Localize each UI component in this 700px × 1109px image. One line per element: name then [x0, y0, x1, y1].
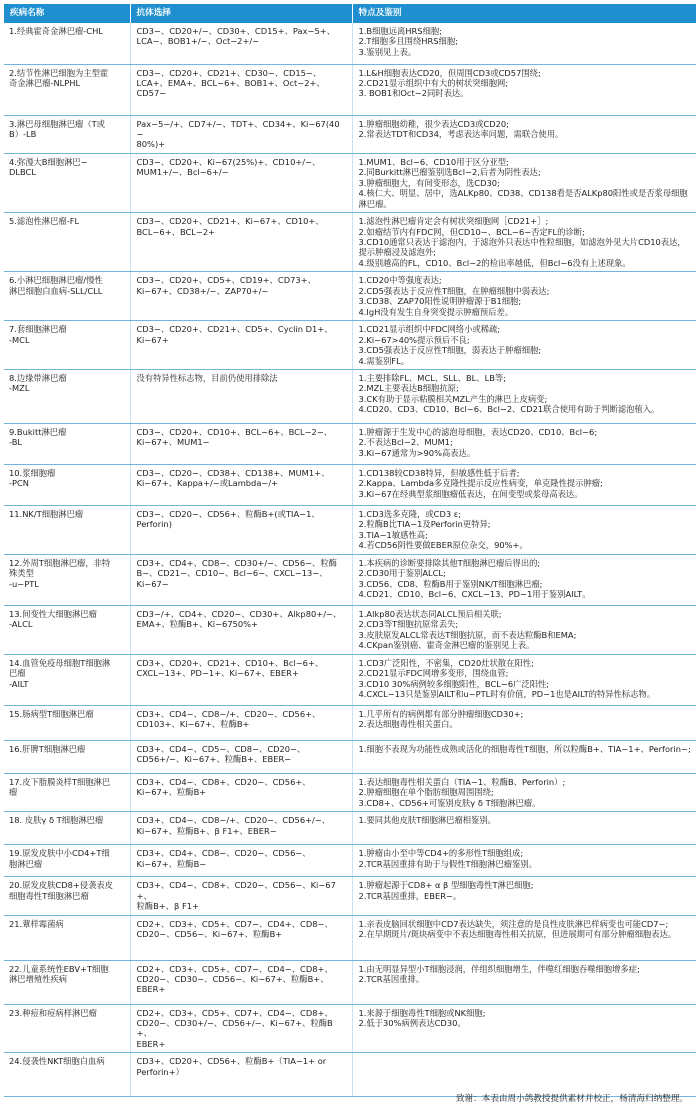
antibody-cell — [130, 424, 352, 465]
cell-line: Ki−67− — [136, 578, 169, 589]
cell-line: 2.CD21显示组织中有大的树状突细胞网; — [358, 77, 509, 88]
cell-line: 胞淋巴瘤 — [9, 858, 43, 869]
header-features-differentiation: 特点及鉴别 — [352, 4, 696, 23]
cell-line: 2.表达细胞毒性相关蛋白。 — [358, 719, 458, 730]
cell-line: 2.肿瘤细胞在单个脂肪细胞周围围绕; — [358, 787, 494, 798]
cell-line: 1.要同其他皮肤T细胞淋巴瘤相鉴别。 — [358, 815, 496, 826]
features-cell — [352, 506, 696, 555]
cell-line: 3.CD56、CD8、粒酶B用于鉴别NK/T细胞淋巴瘤; — [358, 578, 543, 589]
cell-line: 3.CD10 30%病例较多细胞阳性，BCL−6广泛阳性; — [358, 678, 550, 689]
cell-line: Pax−5−/+、CD7+/−、TDT+、CD34+、Ki−67(40− — [136, 118, 340, 139]
disease-name-cell — [4, 465, 130, 506]
cell-line: CD3−、CD20+、CD10+、BCL−6+、BCL−2−、 — [136, 427, 333, 438]
antibody-cell — [130, 705, 352, 740]
cell-line: 2.结节性淋巴细胞为主型霍 — [9, 67, 109, 78]
cell-line: 10.浆细胞瘤 — [9, 468, 56, 479]
table-header-row — [4, 4, 696, 23]
cell-line: 3.淋巴母细胞淋巴瘤（T或 — [9, 118, 105, 129]
cell-line: 2.常表达TDT和CD34，考虑表达率问题，需联合使用。 — [358, 128, 564, 139]
cell-line: 3.CD38、ZAP70阳性说明肿瘤源于B1细胞; — [358, 296, 522, 307]
cell-line: 淋巴增殖性疾病 — [9, 974, 68, 984]
cell-line: Ki−67+、粒酶B+ — [136, 787, 207, 798]
disease-name-cell — [4, 424, 130, 465]
cell-line: 1.经典霍奇金淋巴瘤-CHL — [9, 26, 103, 36]
cell-line: CD2+、CD3+、CD5+、CD7−、CD4−、CD8+、 — [136, 963, 333, 974]
disease-name-cell — [4, 272, 130, 321]
cell-line: CD3−/+、CD4+、CD20−、CD30+、Alkp80+/−、 — [136, 608, 342, 619]
cell-line: CD56+/−、Ki−67+、粒酶B+、EBER− — [136, 754, 292, 765]
cell-line: 24.侵袭性NKT细胞白血病 — [9, 1056, 105, 1067]
antibody-cell — [130, 605, 352, 654]
table-row — [4, 64, 696, 115]
cell-line: 2.T细胞多且围绕HRS细胞; — [358, 36, 458, 47]
cell-line: 16.肝脾T细胞淋巴瘤 — [9, 743, 86, 754]
cell-line: 殊类型 — [9, 568, 34, 579]
cell-line: CD2+、CD3+、CD5+、CD7−、CD4+、CD8−、 — [136, 918, 333, 929]
cell-line: 13.间变性大细胞淋巴瘤 — [9, 608, 97, 619]
cell-line: 2.如瘤结节内有FDC网，但CD10−、BCL−6−否定FL的诊断; — [358, 226, 585, 237]
cell-line: CD20−、CD56−、Ki−67+、粒酶B+ — [136, 929, 283, 939]
cell-line: CD3−、CD20+、CD21+、CD30−、CD15−、 — [136, 67, 322, 78]
cell-line: 8.边缘带淋巴瘤 — [9, 373, 67, 384]
cell-line: 1.来源于细胞毒性T细胞或NK细胞; — [358, 1007, 486, 1018]
cell-line: -PCN — [9, 478, 29, 489]
cell-line: CD3+、CD4−、CD8+、CD20−、CD56−、Ki−67+、 — [136, 880, 336, 901]
cell-line: 3.鉴别见上表。 — [358, 46, 417, 57]
table-row — [4, 272, 696, 321]
cell-line: -MCL — [9, 334, 30, 345]
cell-line: 2.TCR基因重排有助于与假性T细胞淋巴瘤鉴别。 — [358, 858, 537, 869]
table-row — [4, 915, 696, 960]
antibody-cell — [130, 370, 352, 424]
table-row — [4, 554, 696, 605]
features-cell — [352, 370, 696, 424]
cell-line: B）-LB — [9, 128, 37, 139]
disease-name-cell — [4, 321, 130, 370]
cell-line: 18. 皮肤γ δ T细胞淋巴瘤 — [9, 815, 104, 826]
table-row — [4, 960, 696, 1004]
cell-line: 1.本疾病的诊断要排除其他T细胞淋巴瘤后得出的; — [358, 557, 541, 568]
table-row — [4, 153, 696, 212]
cell-line: 4.级别越高的FL，CD10、Bcl−2的检出率越低，但Bcl−6没有上述现象。 — [358, 257, 631, 268]
antibody-cell — [130, 23, 352, 64]
disease-name-cell — [4, 153, 130, 212]
table-row — [4, 654, 696, 705]
disease-name-cell — [4, 705, 130, 740]
cell-line: Ki−67+、MUM1− — [136, 437, 210, 448]
cell-line: 1.CD20中等强度表达; — [358, 275, 442, 286]
cell-line: 11.NK/T细胞淋巴瘤 — [9, 509, 84, 520]
cell-line: 4.CXCL−13只是鉴别AILT和u−PTL时有价值，PD−1也是AILT的特异性标志物。 — [358, 689, 656, 700]
cell-line: Ki−67+ — [136, 334, 169, 345]
features-cell — [352, 272, 696, 321]
antibody-cell — [130, 845, 352, 877]
cell-line: CD3+、CD4+、CD8−、CD20−、CD56−、 — [136, 848, 311, 859]
cell-line: CD3+、CD20+、CD21+、CD10+、Bcl−6+、 — [136, 657, 324, 668]
cell-line: 4.需鉴别FL。 — [358, 355, 409, 366]
table-body — [4, 23, 696, 1097]
cell-line: LCA+、EMA+、BCL−6+、BOB1+、Oct−2+、 — [136, 77, 325, 88]
cell-line: 17.皮下脂膜炎样T细胞淋巴 — [9, 776, 111, 787]
disease-name-cell — [4, 845, 130, 877]
cell-line: 2.CD21显示FDC网增多变形，围绕血管; — [358, 668, 509, 679]
disease-name-cell — [4, 740, 130, 773]
features-cell — [352, 424, 696, 465]
cell-line: CXCL−13+、PD−1+、Ki−67+、EBER+ — [136, 668, 299, 679]
features-cell — [352, 554, 696, 605]
cell-line: 12.外周T细胞淋巴瘤，非特 — [9, 557, 111, 568]
disease-name-cell — [4, 605, 130, 654]
antibody-cell — [130, 554, 352, 605]
cell-line: 1.CD138较CD38特异，但敏感性低于后者; — [358, 468, 520, 479]
cell-line: Ki−67+、Kappa+/−或Lambda−/+ — [136, 478, 279, 489]
header-disease-name: 疾病名称 — [4, 4, 130, 23]
cell-line: -AILT — [9, 678, 29, 689]
cell-line: 2.MZL主要表达B细胞抗原; — [358, 383, 459, 394]
cell-line: 19.原发皮肤中小CD4+T细 — [9, 848, 110, 859]
cell-line: CD3−、CD20+/−、CD30+、CD15+、Pax−5+、 — [136, 26, 336, 36]
features-cell — [352, 812, 696, 845]
table-row — [4, 1053, 696, 1097]
cell-line: CD20−、CD30−、CD56−、Ki−67+、粒酶B+、 — [136, 974, 329, 984]
cell-line: 2.Kappa、Lambda多克隆性提示反应性病变，单克隆性提示肿瘤; — [358, 478, 603, 489]
cell-line: EBER+ — [136, 984, 166, 995]
table-row — [4, 705, 696, 740]
cell-line: CD57− — [136, 88, 167, 99]
cell-line: CD3+、CD20+、CD56+、粒酶B+（TIA−1+ or — [136, 1056, 327, 1067]
antibody-cell — [130, 321, 352, 370]
cell-line: 2.CD30用于鉴别ALCL; — [358, 568, 446, 579]
features-cell — [352, 845, 696, 877]
cell-line: 4.CD20、CD3、CD10、Bcl−6、Bcl−2、CD21联合使用有助于判断滤泡植入。 — [358, 404, 660, 415]
cell-line: CD3+、CD4+、CD8−、CD30+/−、CD56−、粒酶 — [136, 557, 337, 568]
antibody-cell — [130, 115, 352, 153]
features-cell — [352, 465, 696, 506]
disease-name-cell — [4, 213, 130, 272]
cell-line: 3. BOB1和Oct−2同时表达。 — [358, 88, 469, 99]
cell-line: 4.CKpan鉴别癌、霍奇金淋巴瘤的鉴别见上表。 — [358, 640, 535, 651]
cell-line: 4.CD21、CD10、Bcl−6、CXCL−13、PD−1用于鉴别AILT。 — [358, 589, 591, 600]
cell-line: 2.同Burkitt淋巴瘤鉴别选Bcl−2,后者为阴性表达; — [358, 167, 541, 178]
antibody-cell — [130, 960, 352, 1004]
cell-line: 3.肿瘤细胞大，有间变形态，选CD30; — [358, 177, 500, 188]
disease-name-cell — [4, 877, 130, 915]
table-row — [4, 115, 696, 153]
cell-line: 1.细胞不表现为功能性成熟或活化的细胞毒性T细胞，所以粒酶B+、TIA−1+、Perforin−; — [358, 743, 691, 754]
cell-line: 2.不表达Bcl−2、MUM1; — [358, 437, 453, 448]
cell-line: 1.Alkp80表达状态同ALCL预后相关联; — [358, 608, 502, 619]
cell-line: 5.滤泡性淋巴瘤-FL — [9, 216, 80, 227]
cell-line: 巴瘤 — [9, 668, 26, 679]
table-row — [4, 465, 696, 506]
cell-line: CD103+、Ki−67+、粒酶B+ — [136, 719, 250, 730]
features-cell — [352, 23, 696, 64]
antibody-cell — [130, 153, 352, 212]
table-row — [4, 773, 696, 811]
table-row — [4, 321, 696, 370]
table-row — [4, 1004, 696, 1053]
lymphoma-antibody-table — [4, 4, 696, 1097]
cell-line: CD2+、CD3+、CD5+、CD7+、CD4−、CD8+、 — [136, 1007, 333, 1018]
cell-line: CD3−、CD20−、CD38+、CD138+、MUM1+、 — [136, 468, 330, 479]
antibody-cell — [130, 465, 352, 506]
table-row — [4, 506, 696, 555]
features-cell — [352, 915, 696, 960]
cell-line: 1.滤泡性淋巴瘤肯定会有树状突细胞网［CD21+］; — [358, 216, 549, 227]
cell-line: 23.种痘和痘病样淋巴瘤 — [9, 1007, 97, 1018]
cell-line: 1.肿瘤起源于CD8+ α β 型细胞毒性T淋巴细胞; — [358, 880, 534, 891]
disease-name-cell — [4, 64, 130, 115]
disease-name-cell — [4, 773, 130, 811]
features-cell — [352, 960, 696, 1004]
features-cell — [352, 877, 696, 915]
features-cell — [352, 1004, 696, 1053]
antibody-cell — [130, 915, 352, 960]
cell-line: 粒酶B+、β F1+ — [136, 901, 199, 912]
cell-line: 2.TCR基因重排，EBER−。 — [358, 890, 462, 901]
cell-line: Perforin+） — [136, 1066, 184, 1077]
disease-name-cell — [4, 654, 130, 705]
cell-line: CD3−、CD20−、CD56+、粒酶B+(或TIA−1、 — [136, 509, 320, 520]
antibody-cell — [130, 1004, 352, 1053]
cell-line: BCL−6+、BCL−2+ — [136, 226, 216, 237]
features-cell — [352, 115, 696, 153]
antibody-cell — [130, 506, 352, 555]
disease-name-cell — [4, 370, 130, 424]
cell-line: EMA+、粒酶B+、Ki−6750%+ — [136, 619, 259, 630]
cell-line: 2.TCR基因重排。 — [358, 974, 425, 984]
cell-line: Perforin) — [136, 519, 172, 530]
table-row — [4, 424, 696, 465]
antibody-cell — [130, 740, 352, 773]
cell-line: 细胞毒性T细胞淋巴瘤 — [9, 890, 89, 901]
table-row — [4, 845, 696, 877]
cell-line: 14.血管免疫母细胞T细胞淋 — [9, 657, 111, 668]
cell-line: 4.IgH没有发生自身突变提示肿瘤预后差。 — [358, 306, 514, 317]
disease-name-cell — [4, 23, 130, 64]
disease-name-cell — [4, 915, 130, 960]
cell-line: DLBCL — [9, 167, 36, 178]
antibody-cell — [130, 1053, 352, 1097]
cell-line: Ki−67+、粒酶B+、β F1+、EBER− — [136, 825, 277, 836]
features-cell — [352, 153, 696, 212]
features-cell — [352, 321, 696, 370]
cell-line: CD3+、CD4−、CD8−/+、CD20−、CD56+/−、 — [136, 815, 331, 826]
disease-name-cell — [4, 1004, 130, 1053]
cell-line: 3.Ki−67通常为>90%高表达。 — [358, 447, 476, 458]
cell-line: CD3−、CD20+、CD5+、CD19+、CD73+、 — [136, 275, 316, 286]
features-cell — [352, 773, 696, 811]
cell-line: CD3+、CD4−、CD8−/+、CD20−、CD56+、 — [136, 708, 321, 719]
cell-line: -ALCL — [9, 619, 33, 630]
cell-line: 22.儿童系统性EBV+T细胞 — [9, 963, 109, 974]
table-row — [4, 213, 696, 272]
cell-line: 15.肠病型T细胞淋巴瘤 — [9, 708, 94, 719]
cell-line: 7.套细胞淋巴瘤 — [9, 324, 67, 335]
disease-name-cell — [4, 554, 130, 605]
features-cell — [352, 654, 696, 705]
cell-line: Ki−67+、粒酶B− — [136, 858, 207, 869]
cell-line: 1.由无明显异型小T细胞浸润，伴组织细胞增生，伴噬红细胞吞噬细胞增多症; — [358, 963, 640, 974]
cell-line: 1.MUM1、Bcl−6、CD10用于区分亚型; — [358, 156, 509, 167]
cell-line: 1.肿瘤细胞幼稚，很少表达CD3或CD20; — [358, 118, 509, 129]
cell-line: 2.低于30%病例表达CD30。 — [358, 1018, 466, 1028]
antibody-cell — [130, 654, 352, 705]
cell-line: CD3+、CD4−、CD8+、CD20−、CD56+、 — [136, 776, 311, 787]
cell-line: 4.核仁大、明显、居中，选ALKp80、CD38、CD138看是否ALKp80阳性或是否浆母细胞淋巴瘤。 — [358, 188, 688, 209]
cell-line: 没有特异性标志物，目前仍使用排除法 — [136, 373, 278, 384]
antibody-cell — [130, 272, 352, 321]
cell-line: 瘤 — [9, 787, 18, 798]
table-row — [4, 740, 696, 773]
cell-line: 1.CD3选多克隆，或CD3 ε; — [358, 509, 462, 520]
cell-line: 1.肿瘤源于生发中心的滤泡母细胞，表达CD20、CD10、Bcl−6; — [358, 427, 598, 438]
cell-line: 3.TIA−1敏感性高; — [358, 529, 428, 540]
table-row — [4, 23, 696, 64]
antibody-cell — [130, 213, 352, 272]
disease-name-cell — [4, 812, 130, 845]
cell-line: B−、CD21−、CD10−、Bcl−6−、CXCL−13−、 — [136, 568, 328, 579]
cell-line: CD3−、CD20+、CD21+、CD5+、Cyclin D1+、 — [136, 324, 333, 335]
cell-line: -u−PTL — [9, 578, 39, 589]
cell-line: 20.原发皮肤CD8+侵袭表皮 — [9, 880, 113, 891]
cell-line: 21.蕈样霉菌病 — [9, 918, 64, 929]
cell-line: CD20−、CD30+/−、CD56+/−、Ki−67+、粒酶B+、 — [136, 1018, 333, 1039]
cell-line: 3.皮肤原发ALCL常表达T细胞抗原，而不表达粒酶B和EMA; — [358, 629, 577, 640]
cell-line: CD3+、CD4−、CD5−、CD8−、CD20−、 — [136, 743, 306, 754]
features-cell — [352, 705, 696, 740]
table-row — [4, 812, 696, 845]
cell-line: 4.若CD56阴性要做EBER原位杂交，90%+。 — [358, 540, 528, 551]
cell-line: LCA−、BOB1+/−、Oct−2+/− — [136, 36, 260, 47]
cell-line: 1.CD21显示组织中FDC网络小或稀疏; — [358, 324, 501, 335]
cell-line: 1.主要排除FL、MCL、SLL、BL、LB等; — [358, 373, 506, 384]
disease-name-cell — [4, 960, 130, 1004]
cell-line: 3.CD8+、CD56+可鉴别皮肤γ δ T细胞淋巴瘤。 — [358, 797, 541, 808]
cell-line: CD3−、CD20+、Ki−67(25%)+、CD10+/−、 — [136, 156, 321, 167]
antibody-cell — [130, 64, 352, 115]
antibody-cell — [130, 877, 352, 915]
cell-line: -MZL — [9, 383, 30, 394]
cell-line: 3.CD5强表达于反应性T细胞，弱表达于肿瘤细胞; — [358, 345, 542, 356]
cell-line: 2.粒酶B比TIA−1及Perforin更特异; — [358, 519, 491, 530]
antibody-cell — [130, 773, 352, 811]
cell-line: 1.肿瘤由小至中等CD4+的多形性T细胞组成; — [358, 848, 524, 859]
cell-line: 奇金淋巴瘤-NLPHL — [9, 77, 81, 88]
features-cell — [352, 605, 696, 654]
features-cell — [352, 213, 696, 272]
header-antibody-selection: 抗体选择 — [130, 4, 352, 23]
cell-line: 6.小淋巴细胞淋巴瘤/慢性 — [9, 275, 103, 286]
cell-line: 淋巴细胞白血病-SLL/CLL — [9, 285, 103, 296]
cell-line: MUM1+/−、Bcl−6+/− — [136, 167, 229, 178]
features-cell — [352, 740, 696, 773]
cell-line: 1.CD3广泛阳性，不密集，CD20灶状散在阳性; — [358, 657, 534, 668]
disease-name-cell — [4, 1053, 130, 1097]
cell-line: 1.表达细胞毒性相关蛋白（TIA−1、粒酶B、Perforin）; — [358, 776, 566, 787]
antibody-cell — [130, 812, 352, 845]
acknowledgement-note: 致谢：本表由周小鸽教授提供素材并校正，杨清海归纳整理。 — [455, 1094, 688, 1104]
cell-line: 1.几乎所有的病例都有部分肿瘤细胞CD30+; — [358, 708, 524, 719]
cell-line: 2.CD3等T细胞抗原常丢失; — [358, 619, 459, 630]
table-row — [4, 605, 696, 654]
table-row — [4, 370, 696, 424]
cell-line: Ki−67+、CD38+/−、ZAP70+/− — [136, 285, 269, 296]
cell-line: 2.Ki−67>40%提示预后不良; — [358, 334, 470, 345]
cell-line: 1.L&H细胞表达CD20，但周围CD3或CD57围绕; — [358, 67, 541, 78]
features-cell — [352, 1053, 696, 1097]
cell-line: 1.亲表皮脑回状细胞中CD7表达缺失，须注意的是良性皮肤淋巴样病变也可能CD7−; — [358, 918, 669, 929]
disease-name-cell — [4, 506, 130, 555]
cell-line: 3.Ki−67在经典型浆细胞瘤低表达，在间变型或浆母高表达。 — [358, 488, 583, 499]
cell-line: 1.B细胞远离HRS细胞; — [358, 26, 442, 36]
cell-line: 3.CK有助于显示粘膜相关MZL产生的淋巴上皮病变; — [358, 393, 548, 404]
cell-line: CD3−、CD20+、CD21+、Ki−67+、CD10+、 — [136, 216, 324, 227]
cell-line: 9.Bukitt淋巴瘤 — [9, 427, 67, 438]
features-cell — [352, 64, 696, 115]
table-row — [4, 877, 696, 915]
disease-name-cell — [4, 115, 130, 153]
cell-line: 4.弥漫大B细胞淋巴− — [9, 156, 88, 167]
cell-line: EBER+ — [136, 1038, 166, 1049]
cell-line: 3.CD10通常只表达于滤泡内，于滤泡外只表达中性粒细胞，如滤泡外见大片CD10表达，提示肿瘤浸及滤泡外; — [358, 237, 686, 258]
cell-line: 2.在早期斑片/斑块病变中不表达细胞毒性相关抗原，但进展期可有部分肿瘤细胞表达。 — [358, 929, 677, 939]
cell-line: -BL — [9, 437, 23, 448]
cell-line: 2.CD5强表达于反应性T细胞，在肿瘤细胞中弱表达; — [358, 285, 550, 296]
cell-line: 80%)+ — [136, 139, 166, 150]
